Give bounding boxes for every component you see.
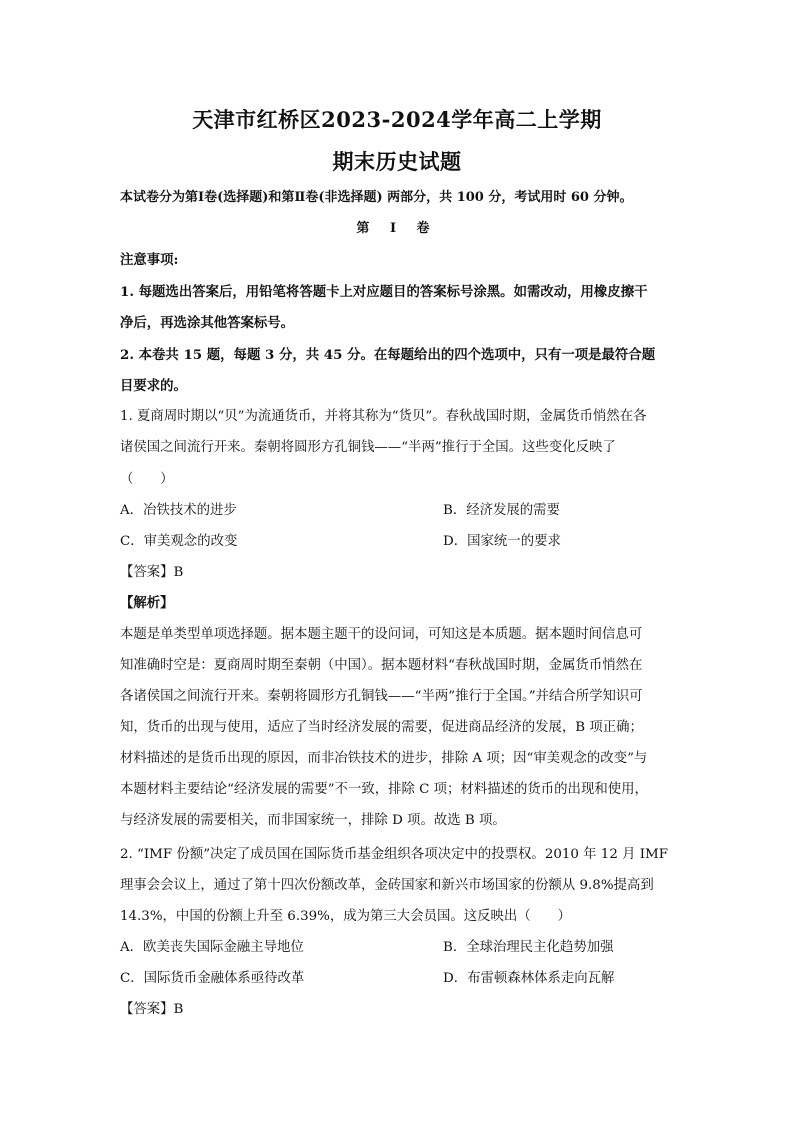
notice-item-1-line2: 净后，再选涂其他答案标号。	[120, 315, 295, 331]
q2-option-b: B．全球治理民主化趋势加强	[443, 940, 614, 955]
notice-item-2-line1: 2. 本卷共 15 题，每题 3 分，共 45 分。在每题给出的四个选项中，只有一项是最符合题	[120, 347, 656, 363]
q1-analysis-heading: 【解析】	[120, 595, 174, 611]
q1-analysis-line: 本题是单类型单项选择题。据本题主题干的设问词，可知这是本质题。据本题时间信息可	[120, 627, 643, 642]
q2-option-d: D．布雷顿森林体系走向瓦解	[443, 971, 615, 986]
notice-heading: 注意事项:	[120, 252, 179, 268]
q1-stem-line1: 1. 夏商周时期以“贝”为流通货币，并将其称为“货贝”。春秋战国时期，金属货币悄然在各	[120, 409, 647, 424]
exam-title-line2: 期末历史试题	[332, 149, 462, 174]
notice-item-2-line2: 目要求的。	[120, 378, 187, 394]
q1-analysis-line: 与经济发展的需要相关，而非国家统一，排除 D 项。故选 B 项。	[120, 813, 506, 828]
q1-option-a: A．冶铁技术的进步	[120, 503, 237, 518]
exam-title-line1: 天津市红桥区2023-2024学年高二上学期	[192, 107, 602, 132]
q2-answer: 【答案】B	[120, 1002, 184, 1017]
q2-stem-line: 理事会会议上，通过了第十四次份额改革，金砖国家和新兴市场国家的份额从 9.8%提高到	[120, 878, 654, 893]
q2-option-c: C．国际货币金融体系亟待改革	[120, 971, 305, 986]
q1-stem-line2: 诸侯国之间流行开来。秦朝将圆形方孔铜钱——“半两”推行于全国。这些变化反映了	[120, 440, 616, 455]
q1-analysis-line: 知准确时空是：夏商周时期至秦朝（中国）。据本题材料“春秋战国时期，金属货币悄然在	[120, 658, 643, 673]
volume-heading: 第 Ⅰ 卷	[356, 221, 438, 236]
q2-stem-line: 2. “IMF 份额”决定了成员国在国际货币基金组织各项决定中的投票权。2010 年 12 月 IMF	[120, 847, 669, 862]
q1-analysis-line: 知，货币的出现与使用，适应了当时经济发展的需要，促进商品经济的发展，B 项正确；	[120, 720, 643, 735]
q1-option-b: B．经济发展的需要	[443, 503, 560, 518]
q1-analysis-line: 本题材料主要结论“经济发展的需要”不一致，排除 C 项；材料描述的货币的出现和使用，	[120, 782, 648, 797]
exam-instructions: 本试卷分为第Ⅰ卷(选择题)和第Ⅱ卷(非选择题) 两部分，共 100 分，考试用时 60 分钟。	[120, 190, 633, 205]
q1-option-c: C．审美观念的改变	[120, 534, 238, 549]
notice-item-1-line1: 1. 每题选出答案后，用铅笔将答题卡上对应题目的答案标号涂黑。如需改动，用橡皮擦干	[120, 284, 648, 300]
q2-stem-line: 14.3%，中国的份额上升至 6.39%，成为第三大会员国。这反映出（ ）	[120, 909, 571, 924]
q1-option-d: D．国家统一的要求	[443, 534, 561, 549]
q1-stem-line3: （ ）	[120, 472, 174, 487]
q1-answer: 【答案】B	[120, 565, 184, 580]
q1-analysis-line: 各诸侯国之间流行开来。秦朝将圆形方孔铜钱——“半两”推行于全国。”并结合所学知识可	[120, 689, 643, 704]
q2-option-a: A．欧美丧失国际金融主导地位	[120, 940, 304, 955]
q1-analysis-line: 材料描述的是货币出现的原因，而非冶铁技术的进步，排除 A 项；因“审美观念的改变”与	[120, 751, 648, 766]
